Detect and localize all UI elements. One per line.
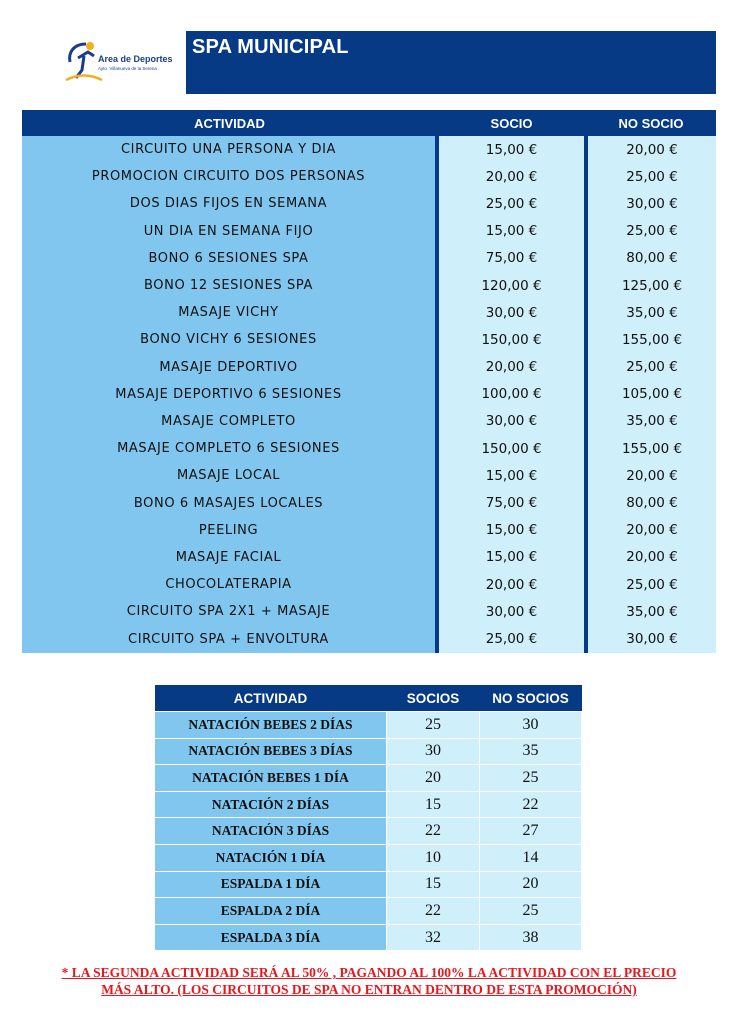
spa-no-socio-price: 20,00 € (586, 462, 716, 489)
swim-price-table (154, 685, 582, 951)
spa-activity-cell: PROMOCION CIRCUITO DOS PERSONAS (22, 163, 437, 190)
swim-table-header (155, 685, 582, 712)
spa-activity-cell: BONO 6 SESIONES SPA (22, 245, 437, 272)
swim-socios-price: 15 (387, 791, 480, 818)
spa-no-socio-price: 35,00 € (586, 408, 716, 435)
table-row (22, 163, 716, 190)
spa-no-socio-price: 20,00 € (586, 544, 716, 571)
spa-no-socio-price: 35,00 € (586, 299, 716, 326)
spa-activity-cell: DOS DIAS FIJOS EN SEMANA (22, 190, 437, 217)
spa-socio-price: 15,00 € (437, 462, 586, 489)
table-row (22, 354, 716, 381)
spa-activity-cell: MASAJE LOCAL (22, 462, 437, 489)
swim-no-socios-price: 38 (480, 924, 582, 951)
spa-socio-price: 15,00 € (437, 544, 586, 571)
spa-no-socio-price: 155,00 € (586, 435, 716, 462)
swim-activity-cell: NATACIÓN 3 DÍAS (155, 818, 387, 845)
spa-activity-cell: MASAJE DEPORTIVO 6 SESIONES (22, 381, 437, 408)
table-row (22, 245, 716, 272)
spa-no-socio-price: 125,00 € (586, 272, 716, 299)
table-row (22, 190, 716, 217)
table-row (22, 408, 716, 435)
spa-activity-cell: CIRCUITO SPA 2X1 + MASAJE (22, 598, 437, 625)
spa-activity-cell: MASAJE VICHY (22, 299, 437, 326)
swim-col-socios: SOCIOS (387, 685, 480, 712)
spa-socio-price: 15,00 € (437, 136, 586, 163)
table-row (155, 871, 582, 898)
spa-no-socio-price: 25,00 € (586, 571, 716, 598)
swim-socios-price: 22 (387, 898, 480, 925)
swim-socios-price: 10 (387, 844, 480, 871)
page-title: SPA MUNICIPAL (192, 36, 349, 58)
table-row (22, 462, 716, 489)
table-row (155, 765, 582, 792)
table-row (22, 326, 716, 353)
spa-socio-price: 15,00 € (437, 517, 586, 544)
table-row (22, 218, 716, 245)
spa-no-socio-price: 105,00 € (586, 381, 716, 408)
swim-no-socios-price: 14 (480, 844, 582, 871)
swim-activity-cell: NATACIÓN BEBES 1 DÍA (155, 765, 387, 792)
swim-socios-price: 20 (387, 765, 480, 792)
spa-no-socio-price: 80,00 € (586, 245, 716, 272)
spa-activity-cell: MASAJE COMPLETO 6 SESIONES (22, 435, 437, 462)
logo-subtext: Ayto. Villanueva de la Serena (98, 66, 157, 71)
spa-socio-price: 25,00 € (437, 625, 586, 653)
spa-socio-price: 75,00 € (437, 489, 586, 516)
swim-no-socios-price: 27 (480, 818, 582, 845)
spa-no-socio-price: 30,00 € (586, 625, 716, 653)
spa-socio-price: 20,00 € (437, 571, 586, 598)
swim-activity-cell: NATACIÓN BEBES 2 DÍAS (155, 712, 387, 739)
spa-no-socio-price: 35,00 € (586, 598, 716, 625)
spa-activity-cell: BONO VICHY 6 SESIONES (22, 326, 437, 353)
spa-socio-price: 15,00 € (437, 218, 586, 245)
swim-no-socios-price: 20 (480, 871, 582, 898)
table-row (155, 791, 582, 818)
spa-activity-cell: BONO 6 MASAJES LOCALES (22, 489, 437, 516)
table-row (155, 844, 582, 871)
table-row (22, 435, 716, 462)
table-row (22, 136, 716, 163)
spa-activity-cell: CIRCUITO SPA + ENVOLTURA (22, 625, 437, 653)
spa-col-actividad: ACTIVIDAD (22, 110, 437, 136)
table-row (22, 517, 716, 544)
spa-no-socio-price: 25,00 € (586, 218, 716, 245)
spa-activity-cell: MASAJE FACIAL (22, 544, 437, 571)
table-row (22, 381, 716, 408)
spa-activity-cell: CHOCOLATERAPIA (22, 571, 437, 598)
swim-activity-cell: NATACIÓN BEBES 3 DÍAS (155, 738, 387, 765)
table-row (22, 625, 716, 653)
spa-activity-cell: UN DIA EN SEMANA FIJO (22, 218, 437, 245)
table-row (22, 544, 716, 571)
title-bar (184, 31, 716, 94)
table-row (22, 598, 716, 625)
swim-no-socios-price: 30 (480, 712, 582, 739)
swim-socios-price: 25 (387, 712, 480, 739)
spa-activity-cell: PEELING (22, 517, 437, 544)
table-row (155, 738, 582, 765)
table-row (155, 712, 582, 739)
table-row (22, 571, 716, 598)
spa-socio-price: 25,00 € (437, 190, 586, 217)
spa-socio-price: 150,00 € (437, 435, 586, 462)
spa-socio-price: 20,00 € (437, 354, 586, 381)
spa-no-socio-price: 20,00 € (586, 517, 716, 544)
footnote-line-2: MÁS ALTO. (LOS CIRCUITOS DE SPA NO ENTRAN DENTRO DE ESTA PROMOCIÓN) (101, 982, 637, 997)
spa-col-socio: SOCIO (437, 110, 586, 136)
spa-activity-cell: MASAJE DEPORTIVO (22, 354, 437, 381)
swim-col-no-socios: NO SOCIOS (480, 685, 582, 712)
spa-price-table (22, 110, 716, 653)
footnote-line-1: * LA SEGUNDA ACTIVIDAD SERÁ AL 50% , PAGANDO AL 100% LA ACTIVIDAD CON EL PRECIO (61, 965, 677, 980)
swim-no-socios-price: 22 (480, 791, 582, 818)
logo-text: Area de Deportes (98, 54, 173, 64)
spa-activity-cell: BONO 12 SESIONES SPA (22, 272, 437, 299)
spa-socio-price: 120,00 € (437, 272, 586, 299)
table-row (22, 299, 716, 326)
swim-socios-price: 30 (387, 738, 480, 765)
spa-socio-price: 150,00 € (437, 326, 586, 353)
spa-socio-price: 30,00 € (437, 408, 586, 435)
swim-socios-price: 32 (387, 924, 480, 951)
swim-activity-cell: ESPALDA 2 DÍA (155, 898, 387, 925)
logo (64, 38, 173, 86)
spa-socio-price: 100,00 € (437, 381, 586, 408)
spa-activity-cell: CIRCUITO UNA PERSONA Y DIA (22, 136, 437, 163)
spa-socio-price: 20,00 € (437, 163, 586, 190)
table-row (155, 818, 582, 845)
promotion-footnote (24, 964, 714, 998)
swim-activity-cell: ESPALDA 1 DÍA (155, 871, 387, 898)
spa-col-no-socio: NO SOCIO (586, 110, 716, 136)
swim-socios-price: 15 (387, 871, 480, 898)
table-row (22, 272, 716, 299)
spa-activity-cell: MASAJE COMPLETO (22, 408, 437, 435)
swim-no-socios-price: 25 (480, 765, 582, 792)
spa-no-socio-price: 25,00 € (586, 163, 716, 190)
swim-activity-cell: ESPALDA 3 DÍA (155, 924, 387, 951)
swim-socios-price: 22 (387, 818, 480, 845)
swim-activity-cell: NATACIÓN 2 DÍAS (155, 791, 387, 818)
spa-no-socio-price: 25,00 € (586, 354, 716, 381)
spa-socio-price: 30,00 € (437, 598, 586, 625)
spa-no-socio-price: 155,00 € (586, 326, 716, 353)
spa-socio-price: 30,00 € (437, 299, 586, 326)
swim-no-socios-price: 35 (480, 738, 582, 765)
table-row (22, 489, 716, 516)
spa-no-socio-price: 30,00 € (586, 190, 716, 217)
table-row (155, 924, 582, 951)
spa-table-header (22, 110, 716, 136)
spa-socio-price: 75,00 € (437, 245, 586, 272)
swim-no-socios-price: 25 (480, 898, 582, 925)
swim-col-actividad: ACTIVIDAD (155, 685, 387, 712)
table-row (155, 898, 582, 925)
spa-no-socio-price: 80,00 € (586, 489, 716, 516)
spa-no-socio-price: 20,00 € (586, 136, 716, 163)
swim-activity-cell: NATACIÓN 1 DÍA (155, 844, 387, 871)
